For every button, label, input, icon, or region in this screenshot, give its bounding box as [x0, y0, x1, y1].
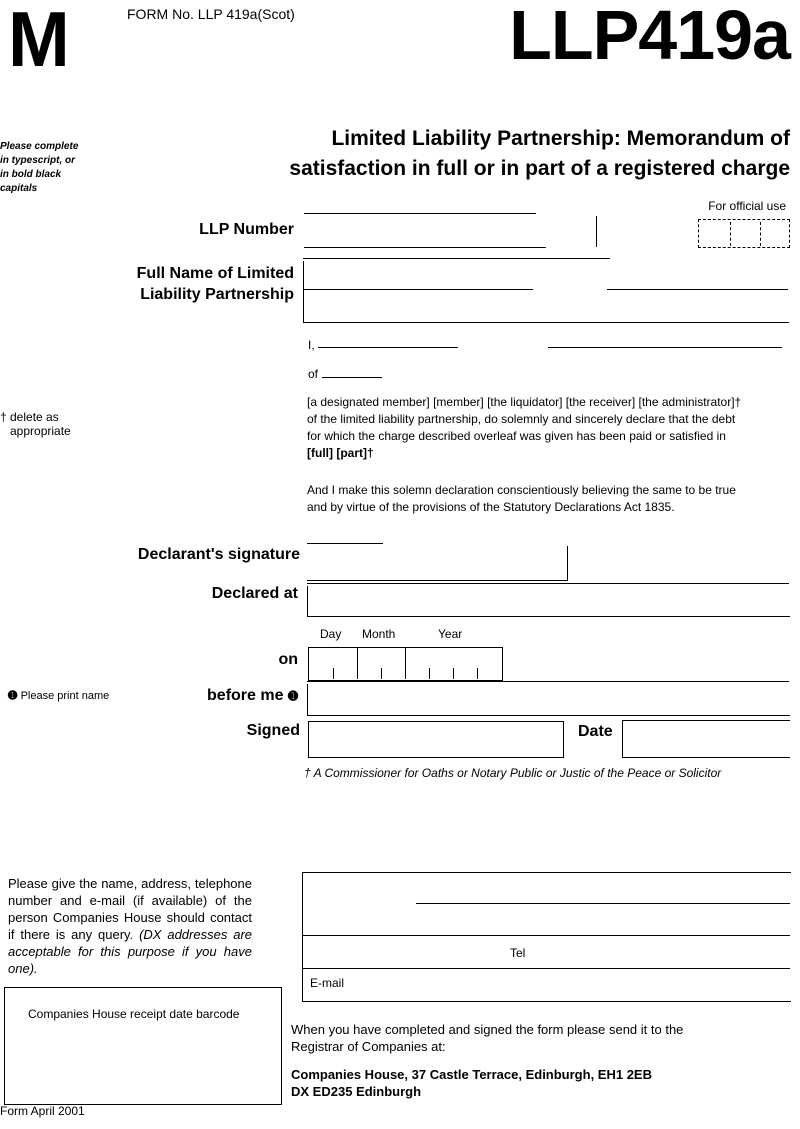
date-tick: [381, 668, 382, 679]
barcode-box: [4, 987, 282, 1105]
declaration-text: [307, 394, 791, 462]
signed-label: Signed: [246, 722, 300, 739]
form-title-line: satisfaction in full or in part of a registered charge: [289, 157, 790, 180]
date-tick: [477, 668, 478, 679]
declarant-signature-field[interactable]: [307, 546, 568, 581]
contact-details-box[interactable]: [302, 872, 791, 1002]
full-name-label-line: Liability Partnership: [140, 286, 294, 303]
print-name-note-text: Please print name: [20, 690, 110, 702]
date-tick: [429, 668, 430, 679]
full-name-label-line: Full Name of Limited: [136, 265, 294, 282]
contact-tel-rule: [302, 968, 790, 969]
tel-label: Tel: [510, 946, 526, 960]
day-label: Day: [320, 627, 342, 641]
barcode-label: Companies House receipt date barcode: [28, 1007, 240, 1021]
declaration-line: of the limited liability partnership, do solemnly and sincerely declare that the debt: [307, 412, 736, 426]
declaration-line: [full] [part]†: [307, 446, 374, 460]
solemn-line: and by virtue of the provisions of the Statutory Declarations Act 1835.: [307, 500, 675, 514]
declared-at-top-rule: [307, 583, 789, 584]
delete-note-line: appropriate: [10, 424, 71, 438]
full-name-rule: [303, 289, 533, 290]
official-use-divider: [730, 222, 731, 246]
contact-instructions-text: Please give the name, address, telephone number and e-mail (if available) of the person Companies House should contact if there is any query.: [8, 876, 252, 942]
form-letter: M: [8, 0, 70, 83]
date-tick: [453, 668, 454, 679]
completion-note-line: capitals: [0, 183, 38, 194]
declared-at-label: Declared at: [211, 585, 298, 602]
delete-note: [0, 410, 71, 438]
signed-field[interactable]: [308, 721, 564, 758]
signed-date-field[interactable]: [622, 720, 790, 758]
declarant-address-field[interactable]: [322, 377, 382, 378]
note-one-icon: ➊: [8, 690, 18, 702]
email-label: E-mail: [310, 976, 345, 990]
year-label: Year: [438, 627, 463, 641]
date-divider: [357, 647, 358, 679]
before-me-label: [207, 687, 298, 705]
completion-note-line: in bold black: [0, 169, 62, 180]
registrar-address-line: DX ED235 Edinburgh: [291, 1084, 422, 1099]
contact-address-rule: [302, 935, 790, 936]
full-name-label: [137, 263, 294, 305]
before-me-top-rule: [307, 681, 789, 682]
signature-top-rule: [307, 543, 383, 544]
llp-number-top-rule: [304, 213, 536, 214]
official-use-divider: [760, 222, 761, 246]
before-me-field[interactable]: [307, 684, 790, 716]
contact-instructions-italic: (DX addresses are acceptable for this purpose if you have one).: [8, 927, 252, 976]
declarant-address-prefix: of: [308, 367, 319, 381]
completion-note-line: in typescript, or: [0, 155, 76, 166]
print-name-note: [8, 688, 109, 702]
completion-note: [0, 140, 100, 196]
on-label: on: [278, 651, 298, 668]
official-use-label: For official use: [708, 199, 786, 213]
date-label: Date: [578, 723, 613, 740]
solemn-declaration-text: [307, 482, 791, 516]
form-code: LLP419a: [509, 0, 790, 74]
commissioner-note: † A Commissioner for Oaths or Notary Public or Justic of the Peace or Solicitor: [304, 766, 722, 780]
full-name-field[interactable]: [303, 261, 789, 323]
registrar-address-line: Companies House, 37 Castle Terrace, Edinburgh, EH1 2EB: [291, 1067, 652, 1082]
official-use-box: [698, 219, 790, 248]
completion-note-line: Please complete: [0, 141, 79, 152]
contact-instructions: [8, 875, 252, 977]
form-number: FORM No. LLP 419a(Scot): [127, 6, 295, 22]
delete-note-line: † delete as: [0, 410, 59, 424]
declaration-line: for which the charge described overleaf was given has been paid or satisfied in: [307, 429, 726, 443]
contact-address-rule: [416, 903, 790, 904]
registrar-address: [291, 1066, 652, 1100]
llp-number-label: LLP Number: [199, 221, 294, 238]
month-label: Month: [362, 627, 396, 641]
full-name-rule: [607, 289, 788, 290]
date-tick: [333, 668, 334, 679]
declarant-signature-label: Declarant's signature: [137, 546, 300, 563]
declarant-name-field-2[interactable]: [548, 347, 782, 348]
form-title: [150, 124, 790, 184]
llp-number-divider: [596, 216, 597, 247]
full-name-top-rule: [303, 258, 610, 259]
send-instructions: [291, 1021, 791, 1055]
form-date-footer: Form April 2001: [0, 1104, 85, 1118]
send-instructions-line: Registrar of Companies at:: [291, 1039, 446, 1054]
declarant-name-prefix: I,: [308, 338, 315, 352]
solemn-line: And I make this solemn declaration conscientiously believing the same to be true: [307, 483, 736, 497]
form-title-line: Limited Liability Partnership: Memorandum of: [331, 127, 790, 150]
before-me-text: before me: [207, 687, 284, 704]
declared-at-field[interactable]: [307, 586, 790, 617]
date-divider: [405, 647, 406, 679]
llp-number-field[interactable]: [304, 222, 546, 248]
declarant-name-field[interactable]: [318, 347, 458, 348]
note-one-icon: ➊: [287, 689, 298, 703]
declaration-line: [a designated member] [member] [the liquidator] [the receiver] [the administrator]†: [307, 395, 742, 409]
send-instructions-line: When you have completed and signed the form please send it to the: [291, 1022, 684, 1037]
